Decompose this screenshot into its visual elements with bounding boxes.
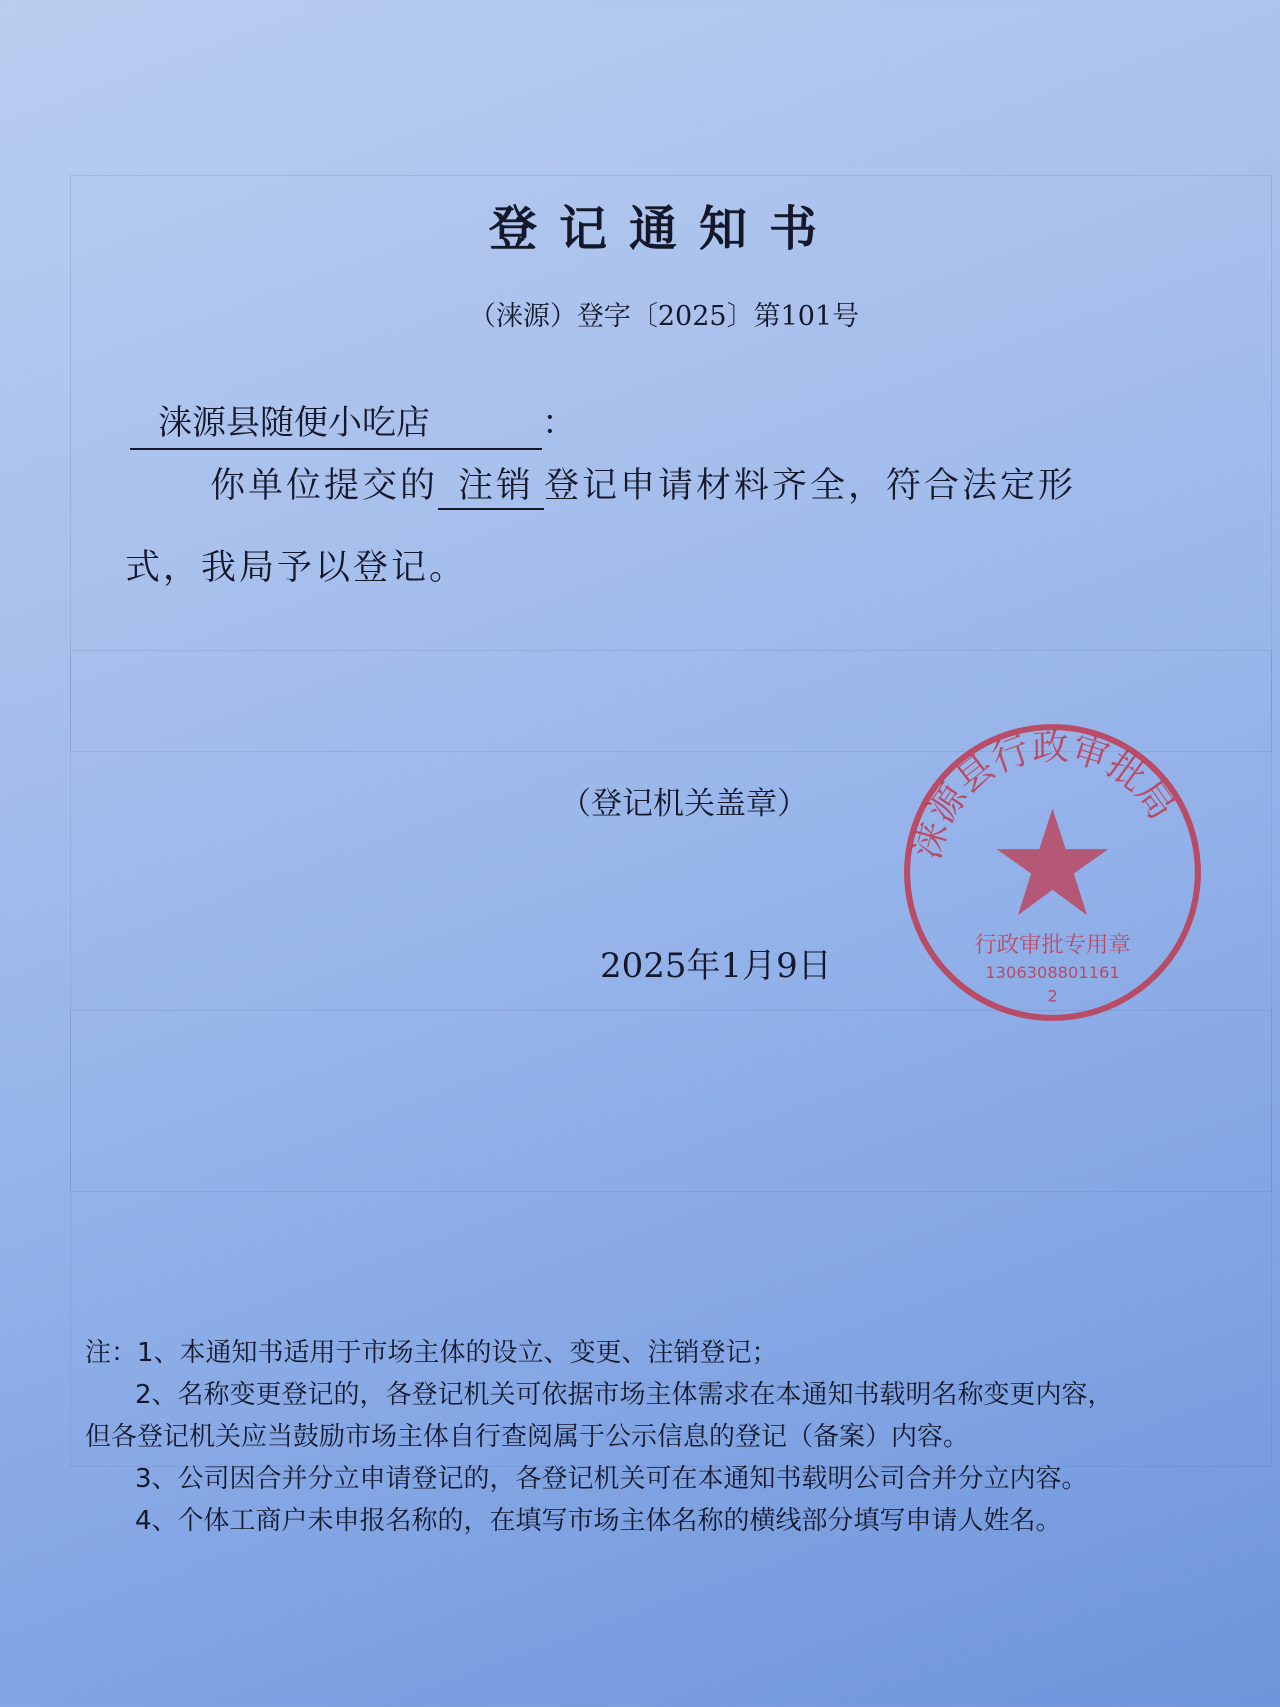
document-number: （涞源）登字〔2025〕第101号 bbox=[468, 301, 860, 332]
addressee-name: 涞源县随便小吃店 bbox=[130, 395, 542, 450]
note-1: 注：1、本通知书适用于市场主体的设立、变更、注销登记； bbox=[85, 1338, 778, 1368]
body-line-2: 式，我局予以登记。 bbox=[125, 548, 468, 588]
seal-purpose: 行政审批专用章 bbox=[974, 931, 1131, 958]
note-2: 2、名称变更登记的，各登记机关可依据市场主体需求在本通知书载明名称变更内容， bbox=[135, 1380, 1114, 1410]
issue-date: 2025年1月9日 bbox=[600, 946, 832, 986]
background-table-row bbox=[70, 1010, 1272, 1192]
addressee bbox=[130, 395, 576, 450]
seal-org-name: 涞源县行政审批局 bbox=[905, 725, 1184, 864]
note-2-continued: 但各登记机关应当鼓励市场主体自行查阅属于公示信息的登记（备案）内容。 bbox=[85, 1422, 970, 1452]
body-suffix: 登记申请材料齐全，符合法定形 bbox=[544, 466, 1077, 506]
seal-number: 2 bbox=[1047, 986, 1058, 1006]
registration-type: 注销 bbox=[438, 466, 544, 510]
note-4: 4、个体工商户未申报名称的，在填写市场主体名称的横线部分填写申请人姓名。 bbox=[135, 1506, 1062, 1536]
body-prefix: 你单位提交的 bbox=[210, 466, 439, 506]
star-icon bbox=[997, 808, 1109, 915]
official-seal bbox=[900, 720, 1205, 1025]
seal-label: （登记机关盖章） bbox=[560, 786, 808, 822]
body-line-1 bbox=[210, 458, 1076, 508]
document-title: 登记通知书 bbox=[488, 201, 839, 257]
addressee-colon: ： bbox=[542, 403, 576, 443]
seal-code: 1306308801161 bbox=[985, 963, 1120, 983]
note-3: 3、公司因合并分立申请登记的，各登记机关可在本通知书载明公司合并分立内容。 bbox=[135, 1464, 1088, 1494]
